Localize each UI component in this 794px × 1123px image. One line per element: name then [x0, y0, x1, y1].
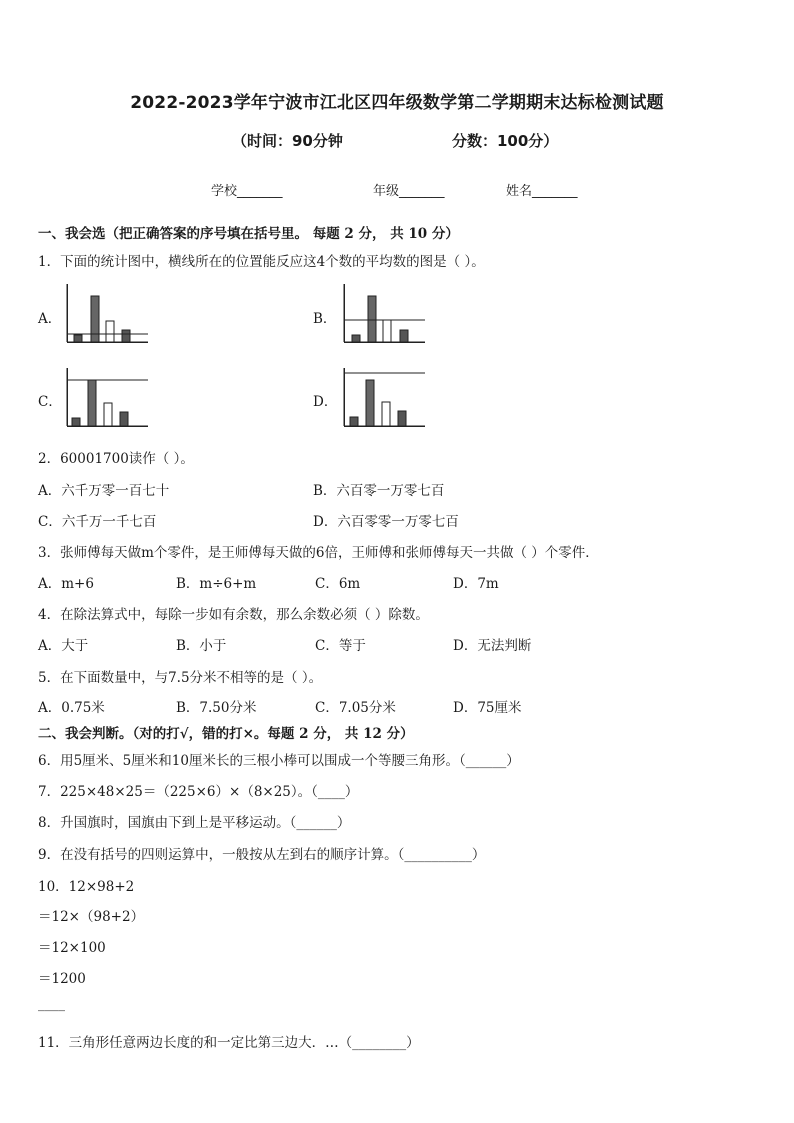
name-field: 姓名_______	[506, 184, 578, 199]
question-1: 1．下面的统计图中，横线所在的位置能反应这4个数的平均数的图是（ ）。	[38, 254, 485, 270]
q1-chart-d	[341, 368, 427, 428]
q1-option-b-label: B．	[313, 311, 337, 327]
q4-option-d: D．无法判断	[453, 638, 532, 654]
q5-option-b: B．7.50分米	[176, 700, 257, 716]
question-9: 9．在没有括号的四则运算中，一般按从左到右的顺序计算。（__________）	[38, 847, 486, 863]
grade-field: 年级_______	[373, 184, 445, 199]
question-11: 11．三角形任意两边长度的和一定比第三边大．…（________）	[38, 1035, 420, 1051]
question-4: 4．在除法算式中，每除一步如有余数，那么余数必须（ ）除数。	[38, 607, 429, 623]
q1-chart-c	[64, 368, 150, 428]
q5-option-a: A．0.75米	[38, 700, 105, 716]
q1-chart-b	[341, 284, 427, 344]
q1-option-d-label: D．	[313, 394, 338, 410]
q1-option-a-label: A．	[38, 311, 62, 327]
school-field: 学校_______	[211, 184, 283, 199]
question-10-line-4: ＝1200	[38, 971, 86, 987]
q3-option-c: C．6m	[315, 576, 361, 592]
question-7: 7．225×48×25＝（225×6）×（8×25）。（____）	[38, 784, 359, 800]
exam-score: 分数：100分）	[452, 132, 559, 150]
q4-option-b: B．小于	[176, 638, 227, 654]
q5-option-d: D．75厘米	[453, 700, 522, 716]
question-3: 3．张师傅每天做m个零件，是王师傅每天做的6倍，王师傅和张师傅每天一共做（ ）个零件．	[38, 545, 599, 561]
section-2-title: 二、我会判断。（对的打√，错的打×。每题 2 分， 共 12 分）	[38, 726, 414, 742]
question-5: 5．在下面数量中，与7.5分米不相等的是（ ）。	[38, 670, 323, 686]
question-8: 8．升国旗时，国旗由下到上是平移运动。（______）	[38, 815, 351, 831]
question-10-line-1: 10．12×98+2	[38, 879, 135, 895]
page-title: 2022-2023学年宁波市江北区四年级数学第二学期期末达标检测试题	[130, 93, 664, 113]
question-10-line-3: ＝12×100	[38, 940, 106, 956]
section-1-title: 一、我会选（把正确答案的序号填在括号里。 每题 2 分， 共 10 分）	[38, 226, 459, 242]
q1-chart-a	[64, 284, 150, 344]
q4-option-c: C．等于	[315, 638, 366, 654]
q5-option-c: C．7.05分米	[315, 700, 396, 716]
q4-option-a: A．大于	[38, 638, 89, 654]
q2-option-a: A．六千万零一百七十	[38, 483, 170, 499]
q3-option-d: D．7m	[453, 576, 499, 592]
exam-time: （时间：90分钟	[232, 132, 343, 150]
q2-option-b: B．六百零一万零七百	[313, 483, 445, 499]
q2-option-d: D．六百零零一万零七百	[313, 514, 459, 530]
q3-option-a: A．m+6	[38, 576, 94, 592]
question-6: 6．用5厘米、5厘米和10厘米长的三根小棒可以围成一个等腰三角形。（______）	[38, 753, 520, 769]
question-10-answer-blank: ____	[38, 996, 65, 1012]
question-10-line-2: ＝12×（98+2）	[38, 909, 145, 925]
q2-option-c: C．六千万一千七百	[38, 514, 157, 530]
q3-option-b: B．m÷6+m	[176, 576, 257, 592]
q1-option-c-label: C．	[38, 394, 62, 410]
question-2: 2．60001700读作（ ）。	[38, 451, 194, 467]
